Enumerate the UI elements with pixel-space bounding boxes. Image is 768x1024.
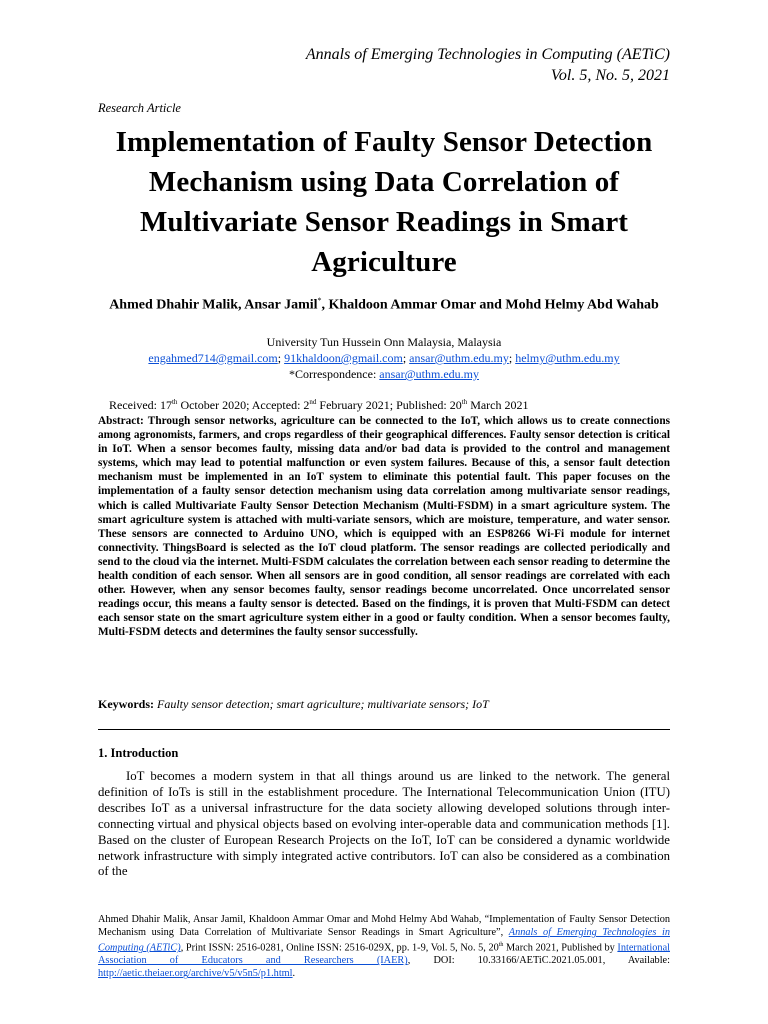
keywords-label: Keywords: [98,697,157,711]
abstract [98,414,670,640]
correspondence-email-link[interactable]: ansar@uthm.edu.my [379,367,479,381]
email-link-3[interactable]: ansar@uthm.edu.my [409,351,509,365]
corresponding-author-mark: * [317,296,322,305]
correspondence-line [98,366,670,382]
article-url-link[interactable]: http://aetic.theiaer.org/archive/v5/v5n5/p1.html [98,968,293,980]
journal-header [306,44,670,86]
abstract-text: Through sensor networks, agriculture can be connected to the IoT, which allows us to create connections among agronomists, farmers, and crops regardless of their geographical differences. Faulty sensor detection is critical in IoT. When a sensor becomes faulty, missing data and/or bad data is provided to the control and management systems, which may lead to potential malfunction or even system failures. Because of this, a sensor fault detection mechanism must be implemented in an IoT system to eliminate this potential fault. This paper focuses on the implementation of a faulty sensor detection mechanism using data correlation among multivariate sensor readings, which is called Multivariate Faulty Sensor Detection Mechanism (Multi-FSDM) in a smart agriculture system. The smart agriculture system is attached with multi-variate sensors, which are moisture, temperature, and water sensor. These sensors are connected to Arduino UNO, which is equipped with an ESP8266 Wi-Fi module for internet connectivity. ThingsBoard is selected as the IoT cloud platform. The sensor readings are collected periodically and send to the cloud via the internet. Multi-FSDM calculates the correlation between each sensor reading to determine the health condition of each sensor. When all sensors are in good condition, all sensor readings are correlated with each other. However, when any sensor becomes faulty, sensor readings become uncorrelated. Once uncorrelated sensor readings occur, this means a faulty sensor is detected. Based on the findings, it is proven that Multi-FSDM can detect each sensor state on the smart agriculture system either in a good or faulty condition. When a sensor becomes faulty, Multi-FSDM detects and determines the faulty sensor successfully. [98,415,670,639]
article-type: Research Article [98,101,181,115]
keywords [98,697,670,712]
journal-name: Annals of Emerging Technologies in Computing (AETiC) [305,46,670,63]
accepted-date-day: 2 [303,398,310,412]
email-link-2[interactable]: 91khaldoon@gmail.com [284,351,403,365]
publisher-link[interactable]: International Association of Educators and Researchers (IAER) [98,942,670,967]
received-date-day: 17 [159,398,172,412]
author-list [98,292,670,315]
journal-link[interactable]: Annals of Emerging Technologies in Computing (AETiC) [98,927,670,954]
affiliation-block [98,334,670,382]
authors-part-1: Ahmed Dhahir Malik, Ansar Jamil [109,297,318,313]
affiliation: University Tun Hussein Onn Malaysia, Malaysia [266,335,502,349]
keywords-text: Faulty sensor detection; smart agriculture; multivariate sensors; IoT [157,697,489,711]
introduction-paragraph: IoT becomes a modern system in that all things around us are linked to the network. The general definition of IoTs is still in the establishment procedure. The International Telecommunication Union (ITU) describes IoT as a universal infrastructure for the data society allowing developed solutions through inter-connecting virtual and physical objects based on evolving inter-operable data and communication methods [1]. Based on the cluster of European Research Projects on the IoT, IoT can be considered a dynamic worldwide network infrastructure with simply integrated active contributors. IoT can also be considered as a combination of the [98,769,670,879]
authors-part-2: , Khaldoon Ammar Omar and Mohd Helmy Abd Wahab [321,297,659,313]
email-link-1[interactable]: engahmed714@gmail.com [148,351,278,365]
email-link-4[interactable]: helmy@uthm.edu.my [515,351,620,365]
paper-title: Implementation of Faulty Sensor Detection Mechanism using Data Correlation of Multivariate Sensor Readings in Smart Agriculture [115,126,653,278]
section-heading-introduction: 1. Introduction [98,746,179,760]
correspondence-label: *Correspondence: [288,367,380,381]
abstract-label: Abstract: [98,415,148,427]
citation-footer: Ahmed Dhahir Malik, Ansar Jamil, Khaldoon Ammar Omar and Mohd Helmy Abd Wahab, “Implementation of Faulty Sensor Detection Mechanism using Data Correlation of Multivariate Sensor Readings in Smart Agriculture”, Annals of Emerging Technologies in Computing (AETiC), Print ISSN: 2516-0281, Online ISSN: 2516-029X, pp. 1-9, Vol. 5, No. 5, 20th March 2021, Published by International Association of Educators and Researchers (IAER), DOI: 10.33166/AETiC.2021.05.001, Available: http://aetic.theiaer.org/archive/v5/v5n5/p1.html. [98,914,670,980]
published-date-day: 20 [449,398,462,412]
section-divider [98,729,670,730]
email-list: engahmed714@gmail.com; 91khaldoon@gmail.com; ansar@uthm.edu.my; helmy@uthm.edu.my [148,351,620,365]
publication-dates: Received: 17th October 2020; Accepted: 2nd February 2021; Published: 20th March 2021 [109,398,529,412]
journal-volume: Vol. 5, No. 5, 2021 [550,67,670,84]
